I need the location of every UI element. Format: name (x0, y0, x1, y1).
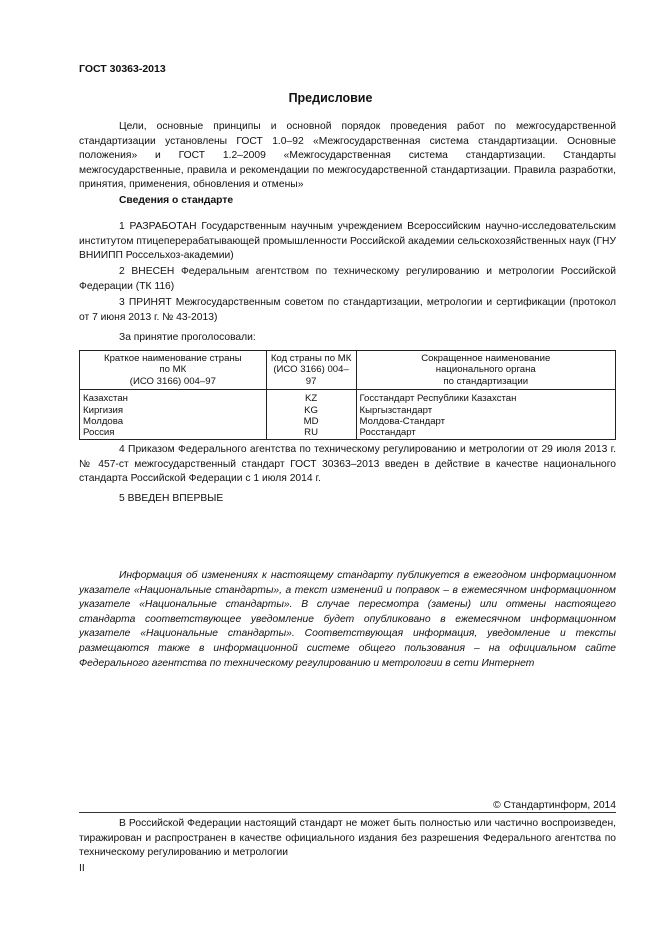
preamble-paragraph: Цели, основные принципы и основной порядок проведения работ по межгосударственной стандартизации установлены ГОСТ 1.0–92 «Межгосударственная система стандартизации. Основные положения» и ГОСТ 1.2–2009 «Межгосударственная система стандартизации. Стандарты межгосударственные, правила и рекомендации по межгосударственной стандартизации. Правила разработки, принятия, применения, обновления и отмены» (79, 121, 616, 191)
table-row (80, 405, 616, 416)
table-row (80, 416, 616, 427)
cell-body: Госстандарт Республики Казахстан (356, 390, 616, 405)
item-4-block (79, 443, 616, 487)
divider (79, 812, 616, 813)
cell-code: RU (266, 427, 356, 439)
cell-body: Росстандарт (356, 427, 616, 439)
column-header-country: Краткое наименование страны по МК (ИСО 3166) 004–97 (80, 351, 267, 390)
item-3-block (79, 296, 616, 325)
document-code: ГОСТ 30363-2013 (79, 63, 166, 75)
cell-code: KG (266, 405, 356, 416)
cell-country: Казахстан (80, 390, 267, 405)
preamble-block (79, 120, 616, 193)
footer-paragraph: В Российской Федерации настоящий стандарт не может быть полностью или частично воспроизведен, тиражирован и распространен в качестве официального издания без разрешения Федерального агентства по техническому регулированию и метрологии (79, 818, 616, 859)
cell-body: Молдова-Стандарт (356, 416, 616, 427)
cell-code: MD (266, 416, 356, 427)
column-header-body: Сокращенное наименование национального органа по стандартизации (356, 351, 616, 390)
section-heading: Сведения о стандарте (119, 195, 234, 206)
cell-code: KZ (266, 390, 356, 405)
page-number: II (79, 863, 85, 874)
voted-block (79, 331, 616, 346)
voted-label: За принятие проголосовали: (119, 332, 256, 343)
info-notice-paragraph: Информация об изменениях к настоящему стандарту публикуется в ежегодном информационном указателе «Национальные стандарты», а текст изменений и поправок – в ежемесячном информационном указателе «Национальные стандарты». В случае пересмотра (замены) или отмены настоящего стандарта соответствующее уведомление будет опубликовано в ежемесячном информационном указателе «Национальные стандарты». Соответствующая информация, уведомление и тексты размещаются также в информационной системе общего пользования – на официальном сайте Федерального агентства по техническому регулированию и метрологии в сети Интернет (79, 570, 616, 669)
item-5-block (79, 492, 616, 507)
copyright-line: © Стандартинформ, 2014 (493, 800, 616, 811)
table-header-row (80, 351, 616, 390)
item-3-paragraph: 3 ПРИНЯТ Межгосударственным советом по стандартизации, метрологии и сертификации (протокол от 7 июня 2013 г. № 43-2013) (79, 297, 616, 323)
info-notice-block (79, 569, 616, 671)
cell-country: Молдова (80, 416, 267, 427)
cell-country: Киргизия (80, 405, 267, 416)
item-2-paragraph: 2 ВНЕСЕН Федеральным агентством по техническому регулированию и метрологии Российской Федерации (ТК 116) (79, 266, 616, 292)
footer-block (79, 817, 616, 861)
item-1-block (79, 220, 616, 264)
column-header-code: Код страны по МК (ИСО 3166) 004–97 (266, 351, 356, 390)
page-title: Предисловие (288, 91, 373, 105)
table-row (80, 427, 616, 439)
item-5-paragraph: 5 ВВЕДЕН ВПЕРВЫЕ (119, 493, 224, 504)
cell-country: Россия (80, 427, 267, 439)
cell-body: Кыргызстандарт (356, 405, 616, 416)
item-1-paragraph: 1 РАЗРАБОТАН Государственным научным учреждением Всероссийским научно-исследовательским институтом птицеперерабатывающей промышленности Российской академии сельскохозяйственных наук (ГНУ ВНИИПП Россельхоз-академии) (79, 221, 616, 262)
countries-table (79, 350, 616, 440)
section-heading-block (79, 194, 616, 209)
item-2-block (79, 265, 616, 294)
item-4-paragraph: 4 Приказом Федерального агентства по техническому регулированию и метрологии от 29 июля 2013 г. № 457-ст межгосударственный стандарт ГОСТ 30363–2013 введен в действие в качестве национального стандарта Российской Федерации с 1 июля 2014 г. (79, 444, 616, 485)
table-row (80, 390, 616, 405)
